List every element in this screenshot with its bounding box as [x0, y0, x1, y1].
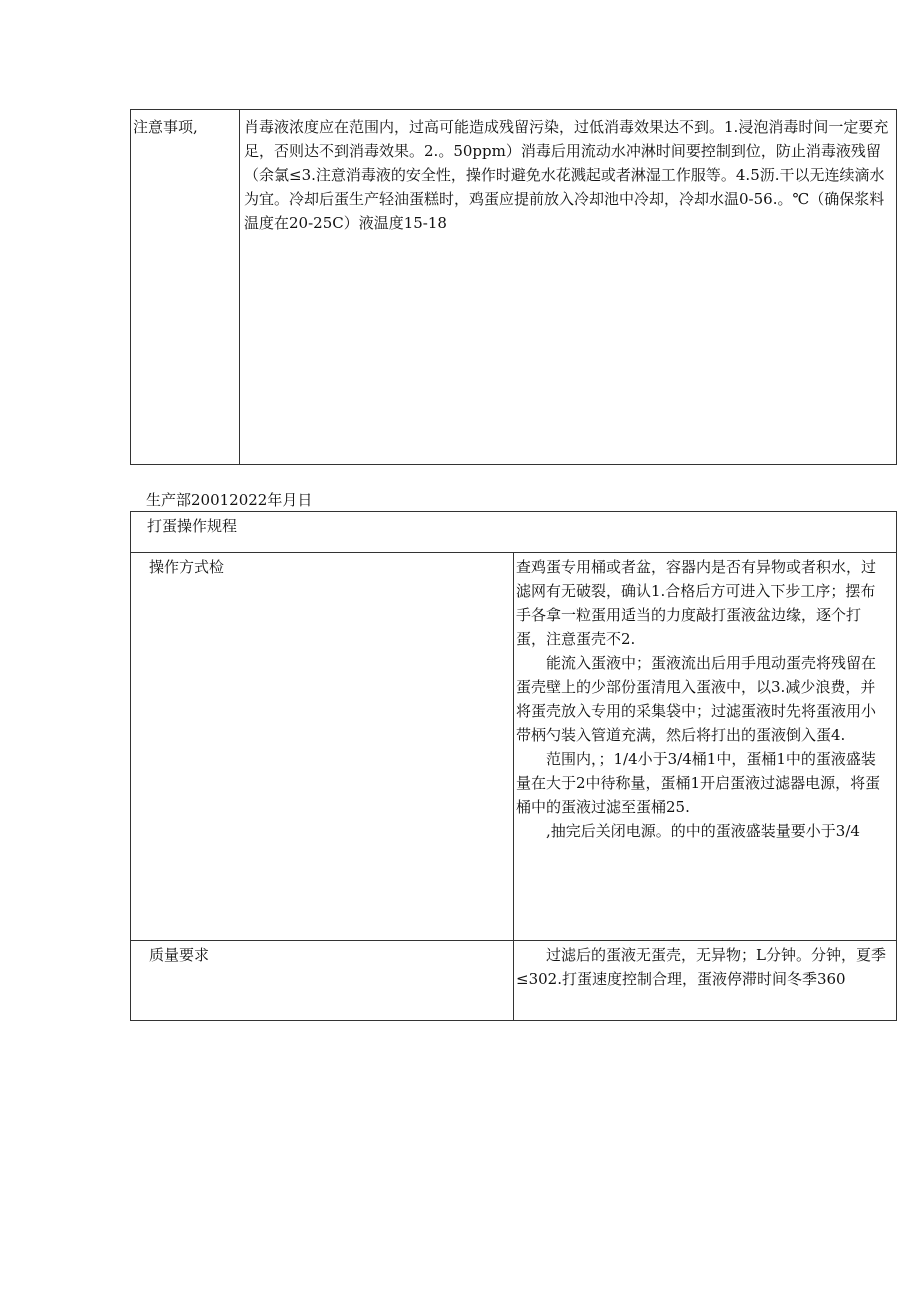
precautions-table [130, 109, 897, 465]
department-date-line: 生产部20012022年月日 [146, 491, 313, 509]
method-paragraph: 范围内，；1/4小于3/4桶1中，蛋桶1中的蛋液盛装量在大于2中待称量，蛋桶1开启蛋液过滤器电源，将蛋桶中的蛋液过滤至蛋桶25. [516, 750, 881, 816]
quality-requirement-content [514, 941, 897, 1021]
operation-method-content [514, 553, 897, 941]
precautions-row [131, 110, 897, 465]
quality-requirement-label: 质量要求 [131, 941, 514, 1021]
operation-method-label: 操作方式检 [131, 553, 514, 941]
quality-requirement-row [131, 941, 897, 1021]
egg-beating-procedure-table [130, 511, 897, 1021]
procedure-title: 打蛋操作规程 [131, 512, 897, 553]
method-paragraph: 能流入蛋液中；蛋液流出后用手甩动蛋壳将残留在蛋壳壁上的少部份蛋清甩入蛋液中，以3.减少浪费，并将蛋壳放入专用的采集袋中；过滤蛋液时先将蛋液用小带柄勺装入管道充满，然后将打出的蛋液倒入蛋4. [516, 654, 877, 744]
method-paragraph: ,抽完后关闭电源。的中的蛋液盛装量要小于3/4 [546, 822, 860, 840]
quality-paragraph: 过滤后的蛋液无蛋壳，无异物；L分钟。分钟，夏季≤302.打蛋速度控制合理，蛋液停滞时间冬季360 [516, 946, 886, 988]
operation-method-row [131, 553, 897, 941]
precautions-content: 肖毒液浓度应在范围内，过高可能造成残留污染，过低消毒效果达不到。1.浸泡消毒时间一定要充足，否则达不到消毒效果。2.。50ppm）消毒后用流动水冲淋时间要控制到位，防止消毒液残留（余氯≤3.注意消毒液的安全性，操作时避免水花溅起或者淋湿工作服等。4.5沥.干以无连续滴水为宜。冷却后蛋生产轻油蛋糕时，鸡蛋应提前放入冷却池中冷却，冷却水温0-56.。℃（确保浆料温度在20-25C）液温度15-18 [240, 110, 897, 465]
method-paragraph: 查鸡蛋专用桶或者盆，容器内是否有异物或者积水，过滤网有无破裂，确认1.合格后方可进入下步工序；摆布手各拿一粒蛋用适当的力度敲打蛋液盆边缘，逐个打蛋，注意蛋壳不2. [516, 558, 877, 648]
precautions-label: 注意事项, [131, 110, 240, 465]
procedure-title-row [131, 512, 897, 553]
